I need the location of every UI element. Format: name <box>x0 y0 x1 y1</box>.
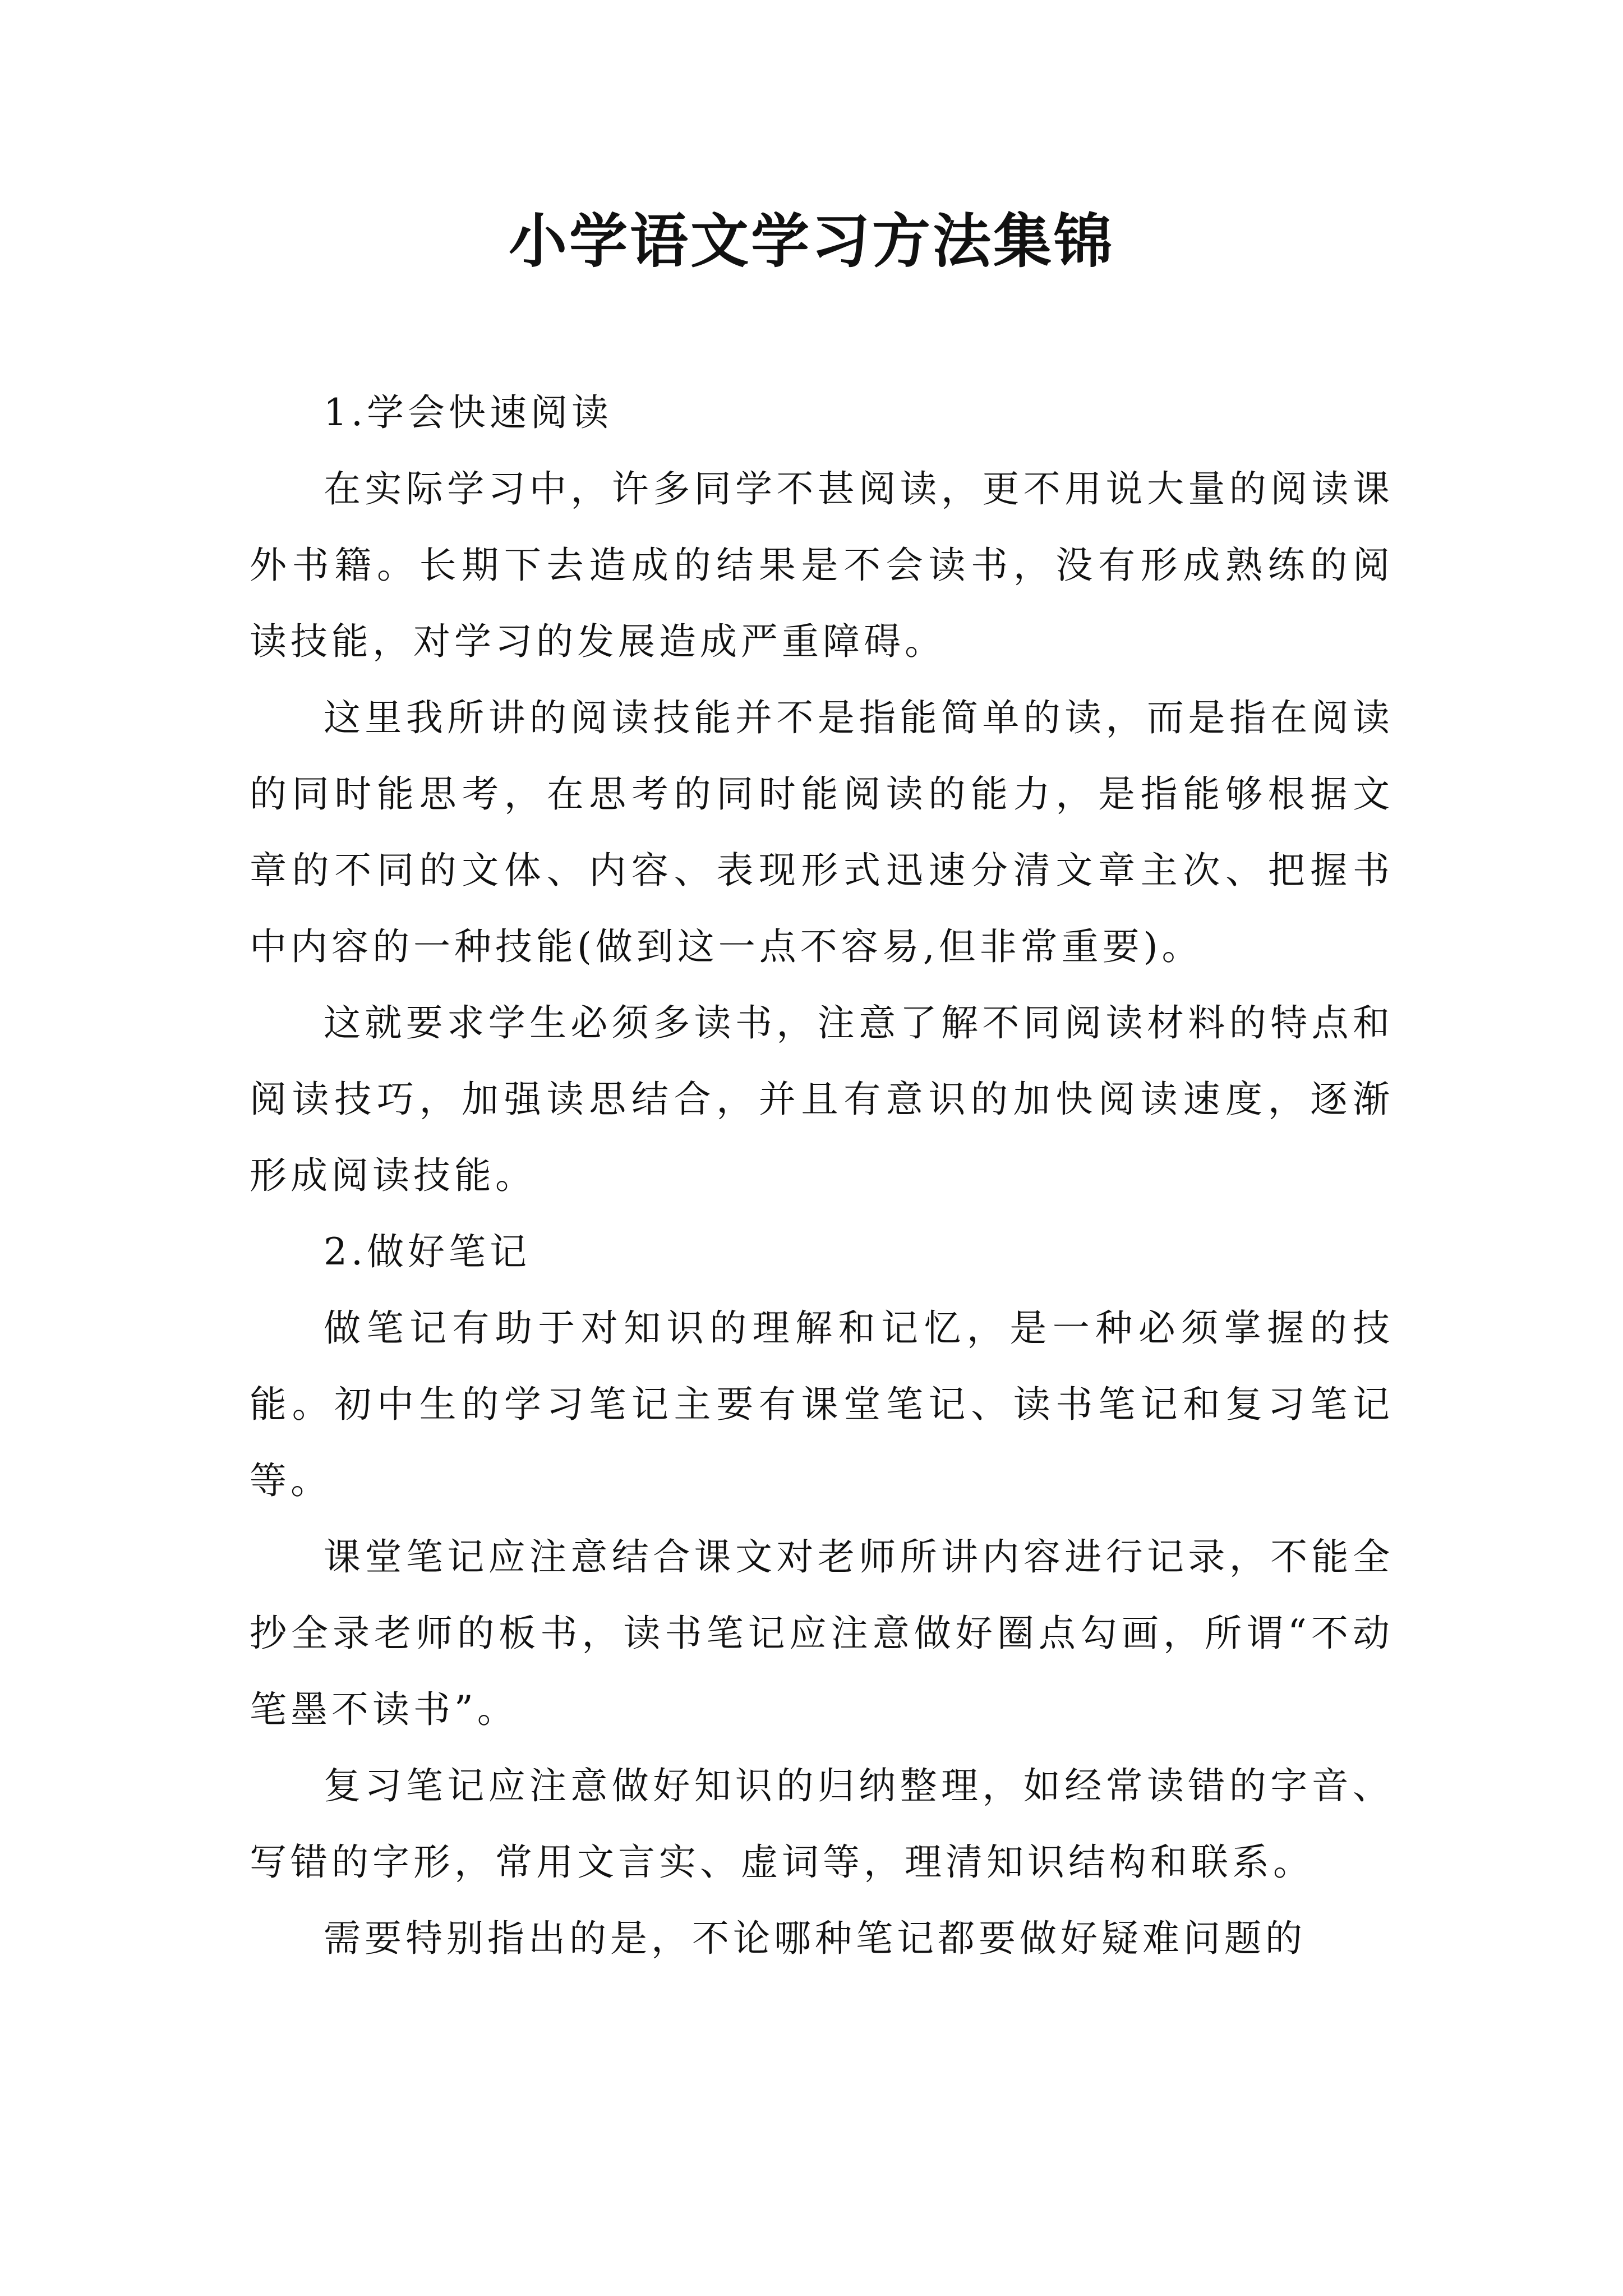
paragraph: 做笔记有助于对知识的理解和记忆，是一种必须掌握的技能。初中生的学习笔记主要有课堂笔记、读书笔记和复习笔记等。 <box>250 1306 1394 1502</box>
paragraph: 这就要求学生必须多读书，注意了解不同阅读材料的特点和阅读技巧，加强读思结合，并且有意识的加快阅读速度，逐渐形成阅读技能。 <box>250 1001 1394 1197</box>
document-body <box>250 375 1394 1977</box>
paragraph: 复习笔记应注意做好知识的归纳整理，如经常读错的字音、写错的字形，常用文言实、虚词等，理清知识结构和联系。 <box>250 1764 1394 1884</box>
section-heading: 2.做好笔记 <box>324 1230 531 1273</box>
paragraph: 这里我所讲的阅读技能并不是指能简单的读，而是指在阅读的同时能思考，在思考的同时能阅读的能力，是指能够根据文章的不同的文体、内容、表现形式迅速分清文章主次、把握书中内容的一种技能(做到这一点不容易,但非常重要)。 <box>250 696 1394 968</box>
section-heading: 1.学会快速阅读 <box>324 391 612 434</box>
paragraph: 在实际学习中，许多同学不甚阅读，更不用说大量的阅读课外书籍。长期下去造成的结果是不会读书，没有形成熟练的阅读技能，对学习的发展造成严重障碍。 <box>250 467 1394 663</box>
document-title: 小学语文学习方法集锦 <box>508 206 1114 275</box>
paragraph: 需要特别指出的是，不论哪种笔记都要做好疑难问题的 <box>324 1917 1306 1960</box>
paragraph: 课堂笔记应注意结合课文对老师所讲内容进行记录，不能全抄全录老师的板书，读书笔记应注意做好圈点勾画，所谓“不动笔墨不读书”。 <box>250 1535 1394 1731</box>
